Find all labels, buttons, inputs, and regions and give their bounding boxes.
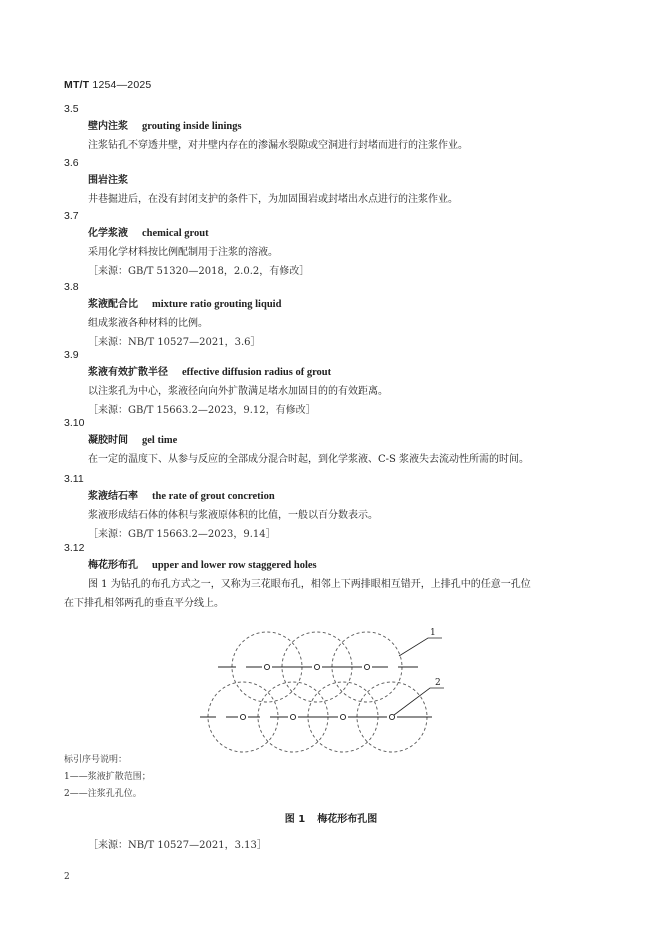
figure-legend xyxy=(64,752,151,803)
term-en: the rate of grout concretion xyxy=(152,491,275,502)
term-zh: 凝胶时间 xyxy=(88,435,128,446)
term-heading xyxy=(88,295,604,314)
grout-hole xyxy=(264,664,269,669)
source-citation: ［来源：NB/T 10527—2021，3.6］ xyxy=(88,337,261,348)
clause-number: 3.9 xyxy=(64,349,79,361)
term-en: effective diffusion radius of grout xyxy=(182,367,332,378)
callout-2: 2 xyxy=(435,678,441,688)
term-en: upper and lower row staggered holes xyxy=(152,560,317,571)
definition-paragraph xyxy=(64,575,604,613)
paragraph-line: 图 1 为钻孔的布孔方式之一，又称为三花眼布孔，相邻上下两排眼相互错开，上排孔中的任意一孔位 xyxy=(88,579,531,590)
source-citation: ［来源：GB/T 15663.2—2023，9.12，有修改］ xyxy=(88,405,316,416)
clause-3-6 xyxy=(64,155,604,209)
source-citation: ［来源：GB/T 51320—2018，2.0.2，有修改］ xyxy=(88,266,310,277)
grout-hole xyxy=(314,664,319,669)
term-heading xyxy=(88,117,604,136)
clause-3-9 xyxy=(64,347,604,420)
term-heading xyxy=(88,431,604,450)
clause-3-7 xyxy=(64,208,604,281)
term-en: grouting inside linings xyxy=(142,121,242,132)
grout-hole xyxy=(364,664,369,669)
grout-hole xyxy=(240,714,245,719)
staggered-holes-diagram xyxy=(190,620,450,755)
term-zh: 浆液配合比 xyxy=(88,299,138,310)
clause-number: 3.8 xyxy=(64,281,79,293)
term-zh: 梅花形布孔 xyxy=(88,560,138,571)
leader-line-2 xyxy=(394,688,444,715)
figure-title: 梅花形布孔图 xyxy=(317,814,378,825)
term-heading xyxy=(88,487,604,506)
source-citation: ［来源：GB/T 15663.2—2023，9.14］ xyxy=(88,529,276,540)
clause-number: 3.11 xyxy=(64,473,84,485)
term-en: mixture ratio grouting liquid xyxy=(152,299,282,310)
term-en: gel time xyxy=(142,435,178,446)
term-heading xyxy=(88,224,604,243)
clause-number: 3.5 xyxy=(64,103,79,115)
clause-3-5 xyxy=(64,101,604,155)
term-heading xyxy=(88,363,604,382)
term-heading xyxy=(88,556,604,575)
term-en: chemical grout xyxy=(142,228,209,239)
grout-hole xyxy=(340,714,345,719)
paragraph-line: 在下排孔相邻两孔的垂直平分线上。 xyxy=(64,598,224,609)
term-zh: 浆液结石率 xyxy=(88,491,138,502)
definition: 浆液形成结石体的体积与浆液原体积的比值，一般以百分数表示。 xyxy=(88,510,378,521)
definition: 注浆钻孔不穿透井壁，对井壁内存在的渗漏水裂隙或空洞进行封堵而进行的注浆作业。 xyxy=(88,140,468,151)
term-zh: 化学浆液 xyxy=(88,228,128,239)
clause-number: 3.7 xyxy=(64,210,79,222)
figure-caption xyxy=(0,810,662,825)
leader-line-1 xyxy=(399,638,442,656)
standard-header xyxy=(64,79,151,91)
clause-3-12 xyxy=(64,540,604,613)
definition: 井巷掘进后，在没有封闭支护的条件下，为加固围岩或封堵出水点进行的注浆作业。 xyxy=(88,194,458,205)
term-zh: 围岩注浆 xyxy=(88,175,128,186)
clause-number: 3.10 xyxy=(64,417,85,429)
clause-number: 3.12 xyxy=(64,542,85,554)
page-number: 2 xyxy=(64,872,70,882)
term-zh: 浆液有效扩散半径 xyxy=(88,367,168,378)
legend-title: 标引序号说明： xyxy=(64,755,128,765)
definition: 在一定的温度下、从参与反应的全部成分混合时起，到化学浆液、C-S 浆液失去流动性所需的时间。 xyxy=(88,454,530,465)
clause-3-8 xyxy=(64,279,604,352)
definition: 采用化学材料按比例配制用于注浆的溶液。 xyxy=(88,247,278,258)
clause-3-10 xyxy=(64,415,604,469)
term-zh: 壁内注浆 xyxy=(88,121,128,132)
grout-hole xyxy=(389,714,394,719)
definition: 以注浆孔为中心，浆液径向向外扩散满足堵水加固目的的有效距离。 xyxy=(88,386,388,397)
term-heading xyxy=(88,171,604,190)
clause-number: 3.6 xyxy=(64,157,79,169)
callout-1: 1 xyxy=(430,628,436,638)
grout-hole xyxy=(290,714,295,719)
figure-source-citation: ［来源：NB/T 10527—2021，3.13］ xyxy=(88,840,267,851)
standard-number: 1254—2025 xyxy=(92,79,152,91)
legend-item-2: 2——注浆孔孔位。 xyxy=(64,789,142,799)
definition: 组成浆液各种材料的比例。 xyxy=(88,318,208,329)
legend-item-1: 1——浆液扩散范围； xyxy=(64,772,151,782)
figure-number: 图 1 xyxy=(284,814,306,825)
clause-3-11 xyxy=(64,471,604,544)
standard-code: MT/T xyxy=(64,79,90,91)
